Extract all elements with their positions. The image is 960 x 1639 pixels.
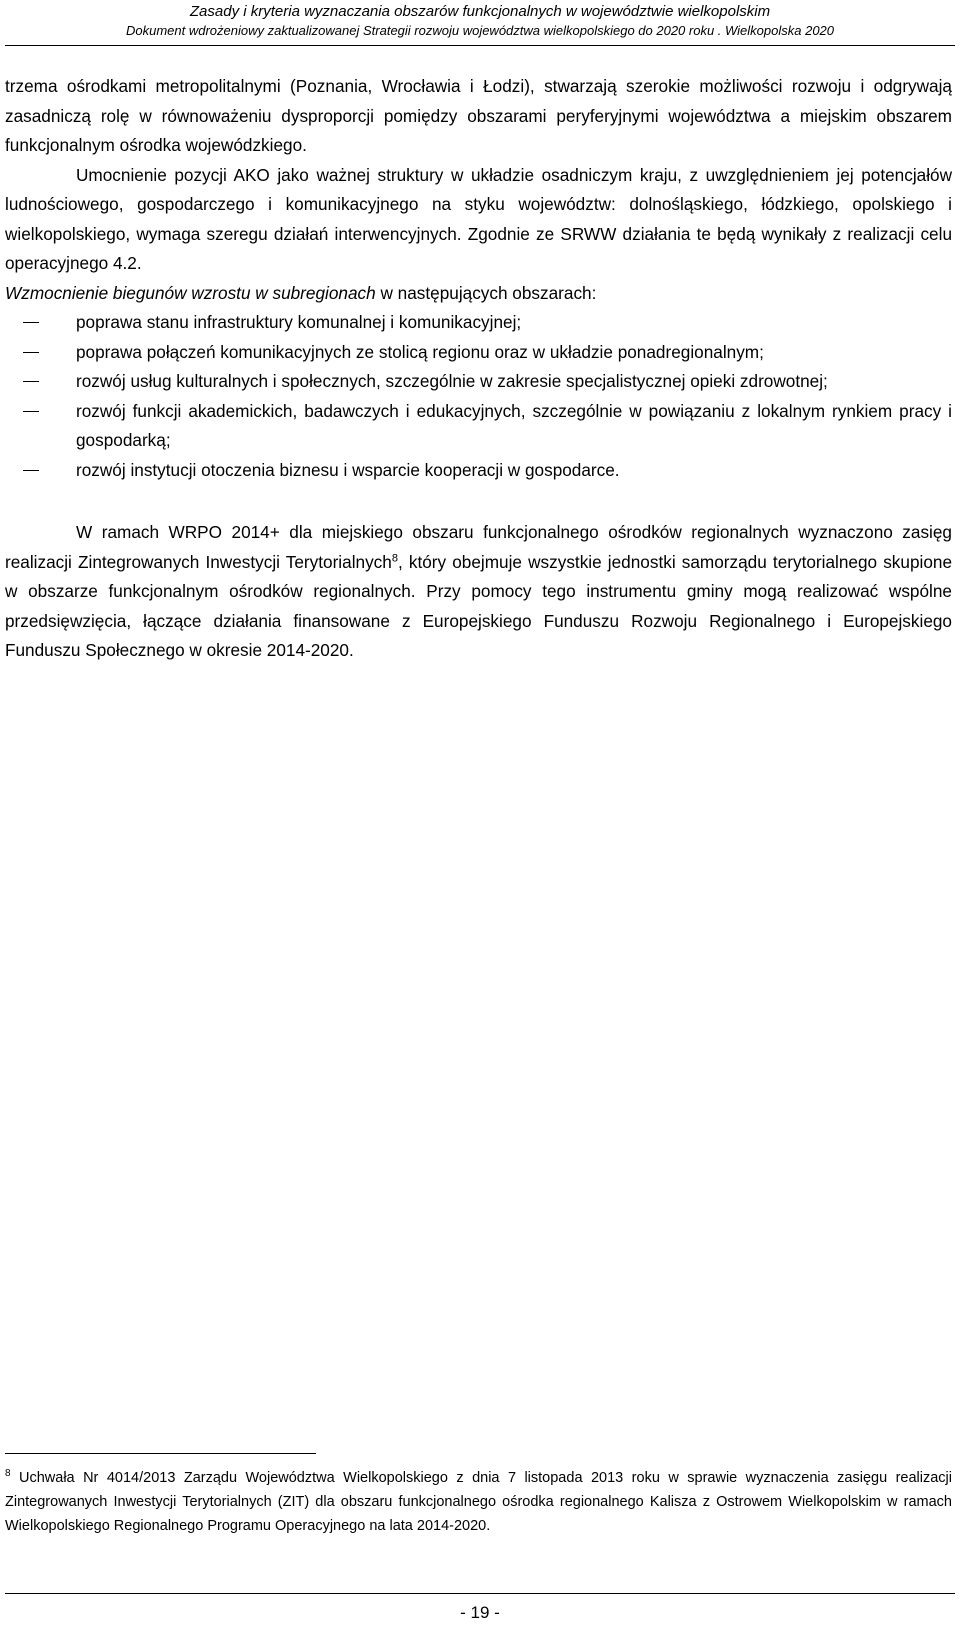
header-subtitle: Dokument wdrożeniowy zaktualizowanej Strategii rozwoju województwa wielkopolskiego do 2020 roku . Wielkopolska 2020 — [125, 23, 835, 38]
header-title: Zasady i kryteria wyznaczania obszarów funkcjonalnych w województwie wielkopolskim — [189, 3, 771, 20]
paragraph-3-rest: w następujących obszarach: — [375, 282, 597, 303]
main-content — [5, 72, 952, 666]
paragraph-4-text-b: , który obejmuje wszystkie jednostki samorządu terytorialnego skupione w obszarze funkcjonalnym ośrodków regionalnych. Przy pomocy tego instrumentu gminy mogą realizować wspólne przedsięwzięcia, łączące działania finansowane z Europejskiego Funduszu Rozwoju Regionalnego i Europejskiego Funduszu Społecznego w okresie 2014-2020. — [5, 551, 953, 660]
list-item — [5, 338, 952, 368]
list-item-text: rozwój usług kulturalnych i społecznych, szczególnie w zakresie specjalistycznej opieki zdrowotnej; — [76, 371, 828, 391]
paragraph-4 — [5, 518, 952, 666]
paragraph-3 — [5, 279, 952, 309]
list-item — [5, 308, 952, 338]
footnote — [5, 1466, 952, 1538]
bullet-list — [5, 308, 952, 485]
list-item — [5, 367, 952, 397]
dash-icon — [23, 322, 39, 323]
footnote-reference[interactable]: 8 — [391, 551, 398, 564]
dash-icon — [23, 411, 39, 412]
list-item — [5, 456, 952, 486]
footnote-divider — [5, 1453, 316, 1454]
header-divider — [5, 45, 955, 46]
dash-icon — [23, 381, 39, 382]
list-item-text: poprawa stanu infrastruktury komunalnej i komunikacyjnej; — [76, 312, 522, 332]
list-item — [5, 397, 952, 456]
paragraph-1: trzema ośrodkami metropolitalnymi (Poznania, Wrocławia i Łodzi), stwarzają szerokie możliwości rozwoju i odgrywają zasadniczą rolę w równoważeniu dysproporcji pomiędzy obszarami peryferyjnymi województwa a miejskim obszarem funkcjonalnym ośrodka wojewódzkiego. — [5, 76, 952, 155]
list-item-text: rozwój instytucji otoczenia biznesu i wsparcie kooperacji w gospodarce. — [76, 459, 620, 480]
dash-icon — [23, 352, 39, 353]
dash-icon — [23, 470, 39, 471]
footnote-number: 8 — [5, 1468, 11, 1480]
paragraph-spacer — [5, 485, 952, 518]
footnote-text: Uchwała Nr 4014/2013 Zarządu Województwa Wielkopolskiego z dnia 7 listopada 2013 roku w sprawie wyznaczenia zasięgu realizacji Zintegrowanych Inwestycji Terytorialnych (ZIT) dla obszaru funkcjonalnego ośrodka regionalnego Kalisza z Ostrowem Wielkopolskim w ramach Wielkopolskiego Regionalnego Programu Operacyjnego na lata 2014-2020. — [5, 1470, 952, 1534]
page-number: - 19 - — [460, 1603, 500, 1622]
footer-divider — [5, 1593, 955, 1594]
paragraph-3-italic: Wzmocnienie biegunów wzrostu w subregionach — [5, 282, 376, 303]
page-header — [0, 0, 960, 46]
paragraph-2: Umocnienie pozycji AKO jako ważnej struktury w układzie osadniczym kraju, z uwzględnieniem jej potencjałów ludnościowego, gospodarczego i komunikacyjnego na styku województw: dolnośląskiego, łódzkiego, opolskiego i wielkopolskiego, wymaga szeregu działań interwencyjnych. Zgodnie ze SRWW działania te będą wynikały z realizacji celu operacyjnego 4.2. — [5, 164, 952, 273]
list-item-text: rozwój funkcji akademickich, badawczych i edukacyjnych, szczególnie w powiązaniu z lokalnym rynkiem pracy i gospodarką; — [76, 400, 952, 450]
list-item-text: poprawa połączeń komunikacyjnych ze stolicą regionu oraz w układzie ponadregionalnym; — [76, 341, 764, 362]
paragraph-4-text-a: W ramach WRPO 2014+ dla miejskiego obszaru funkcjonalnego ośrodków regionalnych wyznaczono zasięg realizacji Zintegrowanych Inwestycji Terytorialnych — [5, 522, 952, 572]
